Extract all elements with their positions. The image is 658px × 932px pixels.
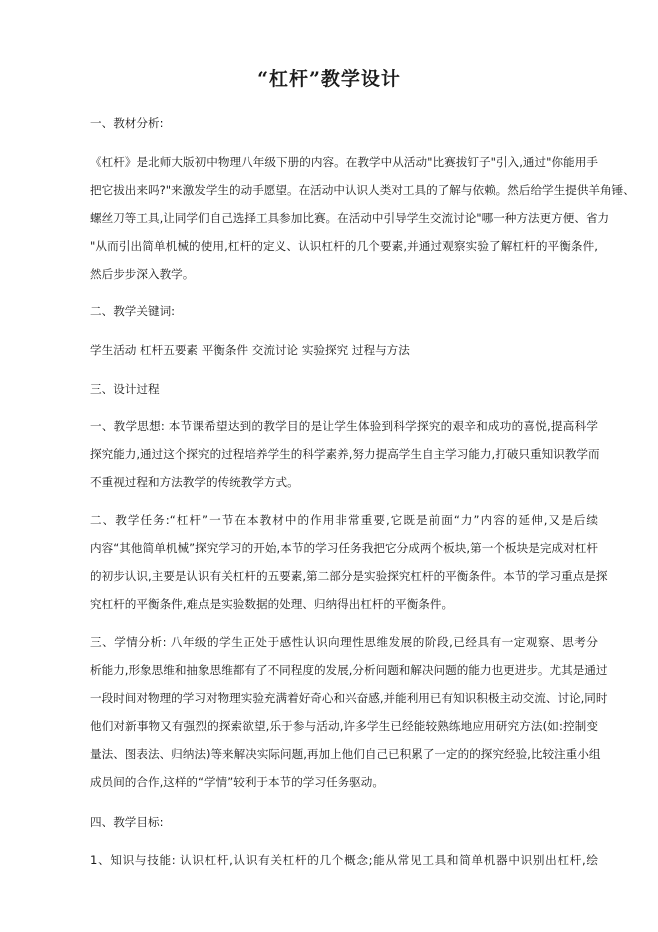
text-line: 的初步认识,主要是认识有关杠杆的五要素,第二部分是实验探究杠杆的平衡条件。本节的学习重点是探 [90, 569, 608, 583]
section-heading-keywords: 二、教学关键词: [90, 304, 176, 318]
keywords-line: 学生活动 杠杆五要素 平衡条件 交流讨论 实验探究 过程与方法 [90, 343, 410, 357]
text-line: 量法、图表法、归纳法)等来解决实际问题,再加上他们自己已积累了一定的的探究经验,比较注重小组 [90, 747, 601, 761]
paragraph-analysis [90, 154, 635, 282]
text-line: 二、教学任务:“杠杆”一节在本教材中的作用非常重要,它既是前面“力”内容的延伸,又是后续 [90, 513, 598, 527]
text-line: 一段时间对物理的学习对物理实验充满着好奇心和兴奋感,并能利用已有知识积极主动交流、讨论,同时 [90, 691, 608, 705]
text-line: 把它拔出来吗?"来激发学生的动手愿望。在活动中认识人类对工具的了解与依赖。然后给学生提供羊角锤、 [90, 183, 635, 197]
text-line: 螺丝刀等工具,让同学们自己选择工具参加比赛。在活动中引导学生交流讨论"哪一种方法更方便、省力 [90, 211, 610, 225]
text-line: 成员间的合作,这样的“学情”较利于本节的学习任务驱动。 [90, 775, 384, 789]
section-heading-process: 三、设计过程 [90, 382, 160, 396]
text-line: 三、学情分析: 八年级的学生正处于感性认识向理性思维发展的阶段,已经具有一定观察、思考分 [90, 635, 598, 649]
text-line: 一、教学思想: 本节课希望达到的教学目的是让学生体验到科学探究的艰辛和成功的喜悦,提高科学 [90, 419, 598, 433]
text-line: 究杠杆的平衡条件,难点是实验数据的处理、归纳得出杠杆的平衡条件。 [90, 597, 454, 611]
text-line: 他们对新事物又有强烈的探索欲望,乐于参与活动,许多学生已经能较熟练地应用研究方法(如:控制变 [90, 719, 598, 733]
text-line: 探究能力,通过这个探究的过程培养学生的科学素养,努力提高学生自主学习能力,打破只重知识教学而 [90, 447, 600, 461]
paragraph-objectives [90, 852, 598, 868]
paragraph-teaching-task [90, 512, 608, 612]
text-line: 内容“其他简单机械”探究学习的开始,本节的学习任务我把它分成两个板块,第一个板块是完成对杠杆 [90, 541, 598, 555]
text-line: "从而引出简单机械的使用,杠杆的定义、认识杠杆的几个要素,并通过观察实验了解杠杆的平衡条件, [90, 239, 598, 253]
text-line: 不重视过程和方法教学的传统教学方式。 [90, 475, 299, 489]
section-heading-objectives: 四、教学目标: [90, 815, 164, 829]
document-title: “杠杆”教学设计 [257, 68, 401, 90]
text-line: 《杠杆》是北师大版初中物理八年级下册的内容。在教学中从活动"比赛拔钉子"引入,通过"你能用手 [90, 155, 598, 169]
paragraph-teaching-idea [90, 418, 598, 490]
text-line: 析能力,形象思维和抽象思维都有了不同程度的发展,分析问题和解决问题的能力也更进步。尤其是通过 [90, 663, 608, 677]
section-heading-analysis: 一、教材分析: [90, 116, 164, 130]
paragraph-learner-analysis [90, 634, 608, 790]
text-line: 1、知识与技能: 认识杠杆,认识有关杠杆的几个概念;能从常见工具和简单机器中识别出杠杆,绘 [90, 853, 598, 867]
text-line: 然后步步深入教学。 [90, 267, 195, 281]
